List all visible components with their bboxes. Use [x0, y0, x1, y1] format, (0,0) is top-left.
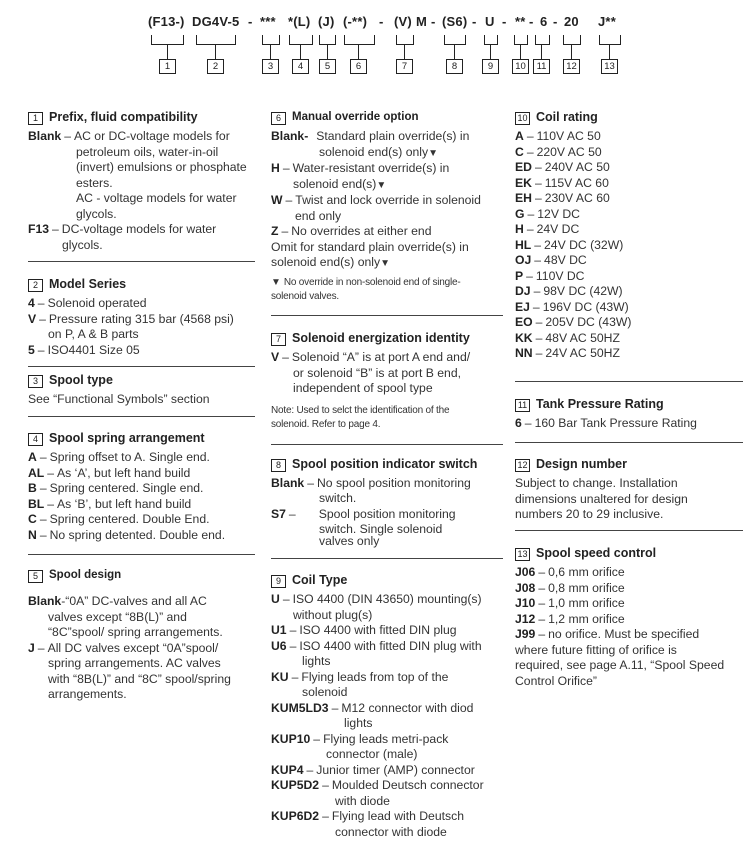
divider	[271, 444, 503, 445]
section-coil-rating: 10 Coil rating A – 110V AC 50 C – 220V AC 50 ED – 240V AC 50 EK – 115V AC 60 EH – 230V AC 60 G – 12V DC H – 24V DC HL – 24V DC (32W) OJ – 48V DC P – 110V DC DJ – 98V DC (42W) EJ – 196V DC (43W) EO – 205V DC (43W) KK – 48V AC 50HZ NN – 24V AC 50HZ	[515, 110, 632, 360]
code-segment-spool: ***	[260, 14, 276, 29]
section-spool-design: 5 Spool design Blank - “0A” DC-valves and all AC valves except “8B(L)” and “8C”spool/ spring arrangements. J – All DC valves except “0A”spool/ spring arrangements. AC valves with “8B(L)” and “8C” spool/spring arrangements.	[28, 569, 231, 701]
code-segment-switch: (S6)	[442, 14, 468, 29]
code-dash: -	[502, 14, 507, 29]
section-title: Spool speed control	[536, 546, 657, 561]
divider	[28, 554, 255, 555]
section-number: 1	[28, 112, 43, 125]
section-model-series: 2 Model Series 4 – Solenoid operated V – Pressure rating 315 bar (4568 psi) on P, A & B parts 5 – ISO4401 Size 05	[28, 277, 234, 357]
section-number: 3	[28, 375, 43, 388]
section-number: 7	[271, 333, 286, 346]
divider	[28, 416, 255, 417]
code-number-box: 13	[601, 59, 618, 74]
section-number: 4	[28, 433, 43, 446]
section-prefix: 1 Prefix, fluid compatibility Blank – AC or DC-voltage models for petroleum oils, water-in-oil (invert) emulsions or phosphate esters. AC - voltage models for water glycols. F13 – DC-voltage models for water glycols.	[28, 110, 247, 252]
divider	[28, 261, 255, 262]
section-tank-pressure: 11 Tank Pressure Rating 6 – 160 Bar Tank Pressure Rating	[515, 397, 697, 430]
code-segment-override: (-**)	[343, 14, 368, 29]
section-title: Coil rating	[536, 110, 598, 125]
code-dash: -	[472, 14, 477, 29]
code-number-box: 4	[292, 59, 309, 74]
section-title: Tank Pressure Rating	[536, 397, 664, 412]
section-title: Manual override option	[292, 111, 419, 124]
code-number-box: 1	[159, 59, 176, 74]
section-title: Spool type	[49, 373, 113, 388]
section-coil-type: 9 Coil Type U – ISO 4400 (DIN 43650) mounting(s) without plug(s) U1 – ISO 4400 with fitted DIN plug U6 – ISO 4400 with fitted DIN plug with lights KU – Flying leads from top of the solenoid KUM5LD3 – M12 connector with diod lights KUP10 – Flying leads metri-pack connector (male) KUP4 – Junior timer (AMP) connector KUP5D2 – Moulded Deutsch connector with diode KUP6D2 – Flying lead with Deutsch connector with diode	[271, 573, 484, 839]
section-manual-override: 6 Manual override option Blank- Standard plain override(s) in solenoid end(s) only▼ H – Water-resistant override(s) in solenoid end(s)▼ W – Twist and lock override in solenoid end only Z – No overrides at either end Omit for standard plain override(s) in solenoid end(s) only▼ ▼ No override in non-solenoid end of single- solenoid valves.	[271, 111, 481, 302]
section-number: 11	[515, 399, 530, 412]
code-dash: -	[553, 14, 558, 29]
triangle-icon: ▼	[271, 276, 281, 288]
code-segment-coil-type: U	[485, 14, 495, 29]
divider	[28, 366, 255, 367]
code-number-box: 5	[319, 59, 336, 74]
code-segment-m: M	[416, 14, 428, 29]
section-number: 6	[271, 112, 286, 125]
section-spring-arrangement: 4 Spool spring arrangement A – Spring offset to A. Single end. AL – As ‘A’, but left hand build B – Spring centered. Single end. BL – As ‘B’, but left hand build C – Spring centered. Double End. N – No spring detented. Double end.	[28, 431, 226, 542]
option-key: F13	[28, 222, 50, 236]
code-number-box: 7	[396, 59, 413, 74]
section-spool-speed: 13 Spool speed control J06 – 0,6 mm orifice J08 – 0,8 mm orifice J10 – 1,0 mm orifice J12 – 1,2 mm orifice J99 – no orifice. Must be specified where future fitting of orifice is required, see page A.11, “Spool Speed Control Orifice”	[515, 546, 725, 688]
section-number: 8	[271, 459, 286, 472]
section-title: Model Series	[49, 277, 127, 292]
code-segment-series: DG4V-5	[192, 14, 240, 29]
triangle-icon: ▼	[376, 179, 387, 191]
section-number: 5	[28, 570, 43, 583]
section-title: Prefix, fluid compatibility	[49, 110, 198, 125]
section-title: Design number	[536, 457, 627, 472]
section-number: 12	[515, 459, 530, 472]
code-bracket	[484, 35, 498, 45]
section-number: 10	[515, 112, 530, 125]
triangle-icon: ▼	[380, 258, 390, 269]
section-title: Spool position indicator switch	[292, 457, 478, 472]
option-key: Blank	[28, 129, 62, 143]
code-bracket	[396, 35, 414, 45]
code-segment-speed: J**	[598, 14, 616, 29]
divider	[515, 530, 743, 531]
code-bracket	[262, 35, 280, 45]
code-dash: -	[431, 14, 436, 29]
code-bracket	[563, 35, 581, 45]
section-title: Solenoid energization identity	[292, 331, 470, 346]
code-number-box: 11	[533, 59, 550, 74]
code-dash: -	[379, 14, 384, 29]
section-number: 9	[271, 575, 286, 588]
code-number-box: 10	[512, 59, 529, 74]
divider	[271, 315, 503, 316]
code-bracket	[444, 35, 466, 45]
model-code-diagram	[0, 0, 750, 80]
code-segment-design: (J)	[318, 14, 335, 29]
divider	[515, 442, 743, 443]
code-segment-identity: (V)	[394, 14, 412, 29]
section-title: Spool spring arrangement	[49, 431, 205, 446]
code-dash: -	[248, 14, 253, 29]
code-segment-coil-rating: **	[515, 14, 526, 29]
code-bracket	[196, 35, 236, 45]
code-bracket	[289, 35, 313, 45]
code-dash: -	[529, 14, 534, 29]
section-title: Spool design	[49, 569, 122, 582]
code-segment-design-number: 20	[564, 14, 579, 29]
section-design-number: 12 Design number Subject to change. Installation dimensions unaltered for design numbers 20 to 29 inclusive.	[515, 457, 688, 521]
code-number-box: 3	[262, 59, 279, 74]
code-number-box: 12	[563, 59, 580, 74]
code-number-box: 6	[350, 59, 367, 74]
section-number: 13	[515, 548, 530, 561]
code-number-box: 9	[482, 59, 499, 74]
code-bracket	[599, 35, 621, 45]
code-segment-tank: 6	[540, 14, 548, 29]
section-energization-identity: 7 Solenoid energization identity V – Solenoid “A” is at port A end and/ or solenoid “B” is at port B end, independent of spool type Note: Used to selct the identification of the solenoid. Refer to page 4.	[271, 331, 471, 430]
section-number: 2	[28, 279, 43, 292]
code-number-box: 8	[446, 59, 463, 74]
code-segment-prefix: (F13-)	[148, 14, 185, 29]
section-position-indicator: 8 Spool position indicator switch Blank – No spool position monitoring switch. S7 – Spool position monitoring switch. Single solenoid valves only	[271, 457, 478, 548]
code-number-box: 2	[207, 59, 224, 74]
divider	[515, 381, 743, 382]
section-spool-type: 3 Spool type See “Functional Symbols” section	[28, 373, 210, 406]
code-segment-spring: *(L)	[288, 14, 311, 29]
section-title: Coil Type	[292, 573, 348, 588]
code-bracket	[514, 35, 528, 45]
triangle-icon: ▼	[428, 147, 438, 159]
divider	[271, 558, 503, 559]
code-bracket	[344, 35, 375, 45]
code-bracket	[535, 35, 550, 45]
